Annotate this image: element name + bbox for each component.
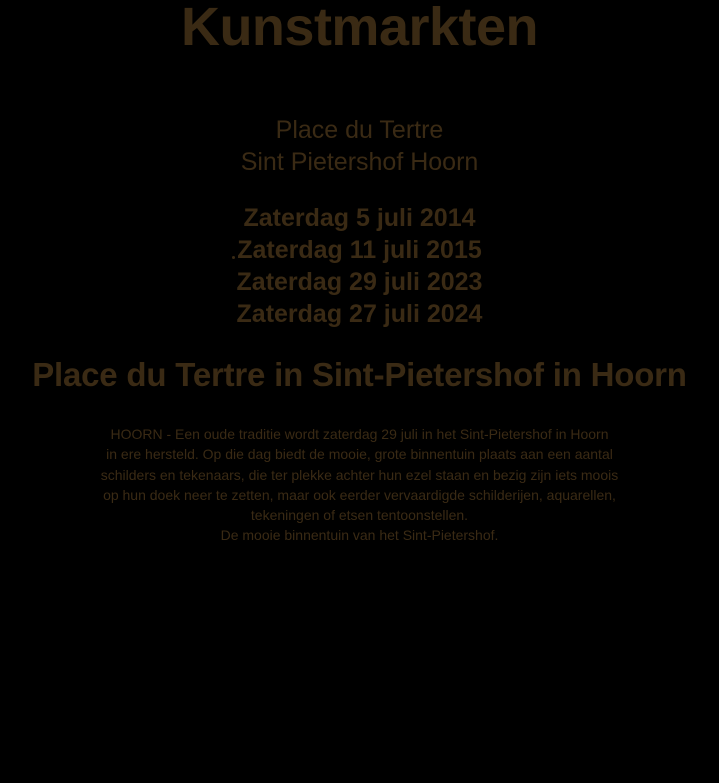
article-headline: Place du Tertre in Sint-Pietershof in Hoorn	[32, 356, 687, 393]
venue-block	[0, 114, 719, 178]
body-line: HOORN - Een oude traditie wordt zaterdag 29 juli in het Sint-Pietershof in Hoorn	[110, 426, 609, 442]
list-item: Zaterdag 27 juli 2024	[236, 300, 483, 328]
list-item: Zaterdag 29 juli 2023	[236, 268, 483, 296]
page-title: Kunstmarkten	[180, 0, 539, 57]
list-item: Zaterdag 11 juli 2015	[237, 236, 482, 264]
body-line: in ere hersteld. Op die dag biedt de mooie, grote binnentuin plaats aan een aantal	[106, 446, 613, 463]
body-line: tekeningen of etsen tentoonstellen.	[250, 507, 469, 524]
article-body	[0, 424, 719, 546]
body-line: De mooie binnentuin van het Sint-Pietershof.	[220, 527, 499, 544]
list-item: Zaterdag 5 juli 2014	[243, 204, 476, 232]
date-list	[0, 202, 719, 330]
decorative-dot	[232, 256, 235, 259]
body-line: schilders en tekenaars, die ter plekke achter hun ezel staan en bezig zijn iets moois	[100, 466, 619, 483]
venue-line: Sint Pietershof Hoorn	[240, 148, 479, 176]
body-line: op hun doek neer te zetten, maar ook eerder vervaardigde schilderijen, aquarellen,	[103, 486, 616, 503]
venue-line: Place du Tertre	[275, 116, 444, 144]
